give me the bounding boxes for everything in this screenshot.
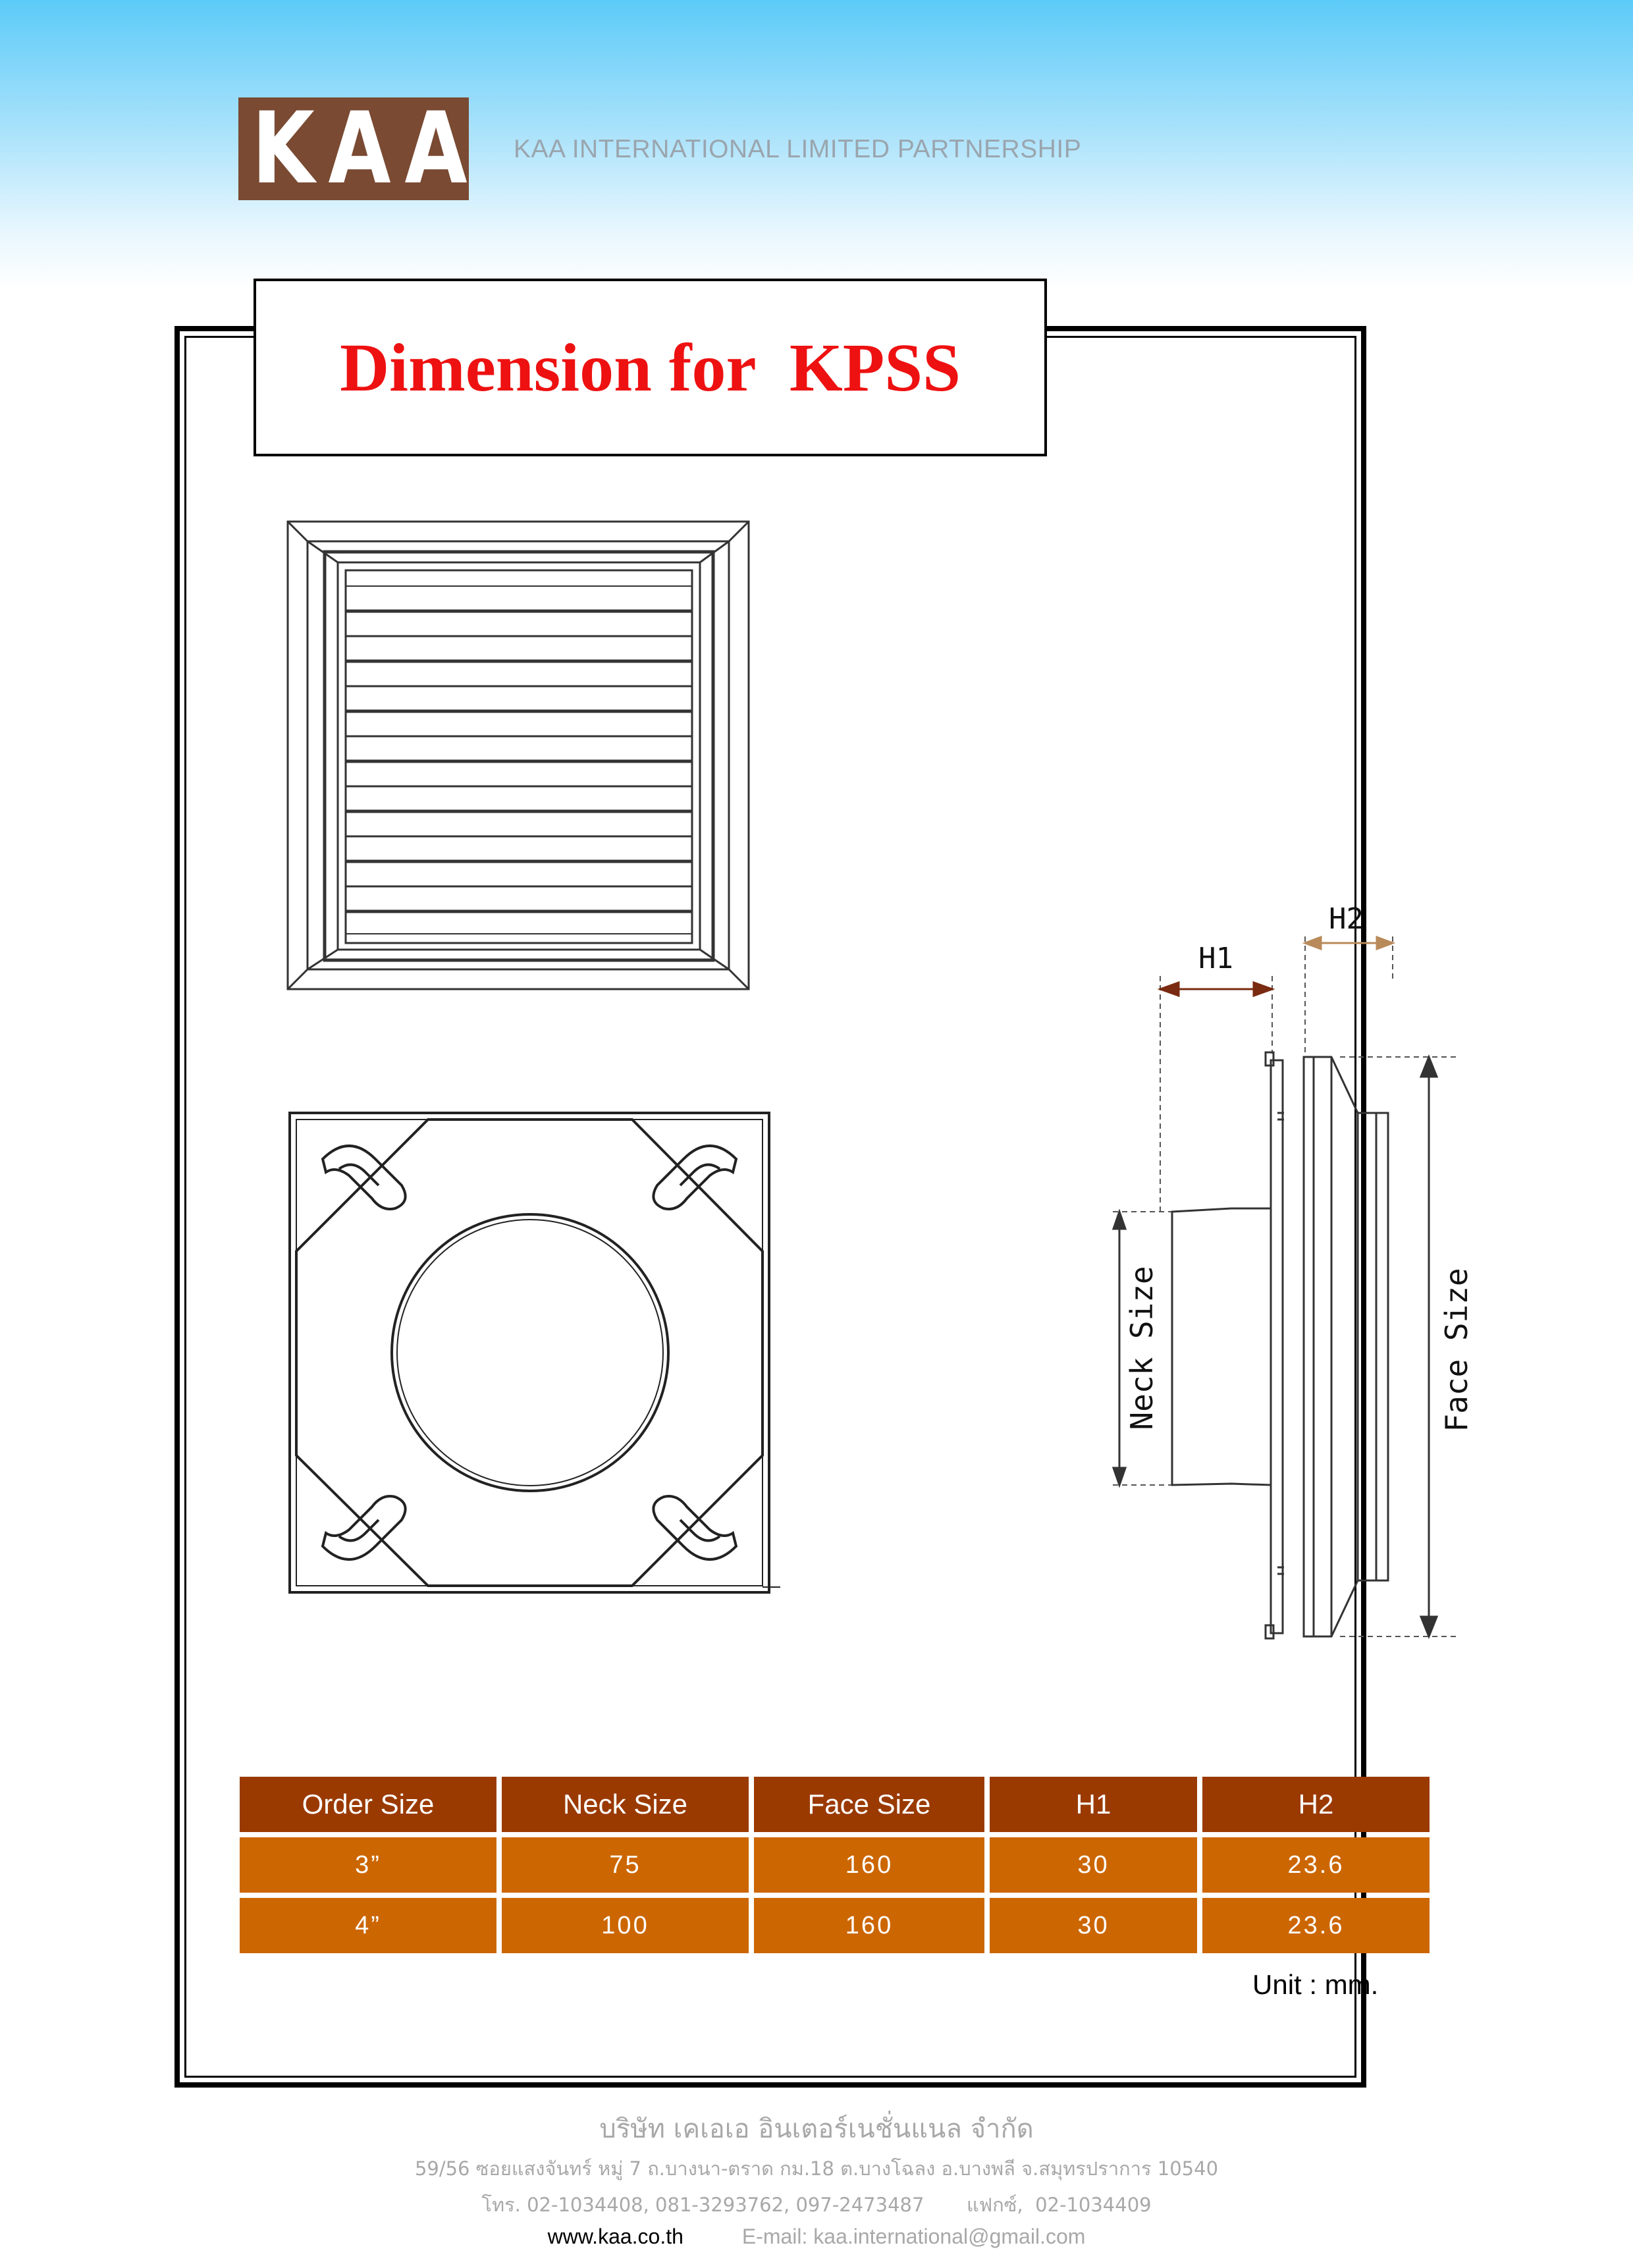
column-header: H2 [1202,1777,1430,1832]
table-cell: 30 [990,1837,1197,1893]
face-size-label: Face Size [1439,1268,1474,1432]
table-cell: 23.6 [1202,1837,1430,1893]
back-view-drawing [283,1106,784,1607]
footer-company-thai: บริษัท เคเอเอ อินเตอร์เนชั่นแนล จำกัด [599,2114,1034,2144]
h2-label: H2 [1329,902,1364,936]
table-cell: 100 [502,1898,749,1953]
table-cell: 30 [990,1898,1197,1953]
table-cell: 75 [502,1837,749,1893]
column-header: H1 [990,1777,1197,1832]
company-name: KAA INTERNATIONAL LIMITED PARTNERSHIP [514,135,1082,163]
logo-letter: A [404,92,468,206]
neck-size-label: Neck Size [1124,1266,1160,1430]
footer-address: 59/56 ซอยแสงจันทร์ หมู่ 7 ถ.บางนา-ตราด กม.18 ต.บางโฉลง อ.บางพลี จ.สมุทรปราการ 10540 [414,2157,1219,2180]
footer-phone: โทร. 02-1034408, 081-3293762, 097-2473487 แฟกซ์, 02-1034409 [481,2194,1152,2216]
front-view-drawing [280,514,761,1001]
h1-label: H1 [1198,942,1233,975]
column-header: Face Size [754,1777,984,1832]
email-link[interactable]: E-mail: kaa.international@gmail.com [741,2225,1086,2248]
kaa-logo [238,92,469,206]
unit-note: Unit : mm. [1252,1969,1379,2000]
column-header: Order Size [240,1777,496,1832]
website-link[interactable]: www.kaa.co.th [547,2225,683,2248]
logo-letter: K [252,92,315,206]
table-cell: 3” [240,1837,496,1893]
table-row [240,1898,1430,1953]
footer-web [0,2225,1633,2249]
logo-letter: A [328,92,391,206]
spec-table [234,1771,1435,1958]
table-cell: 160 [754,1837,984,1893]
table-row [240,1837,1430,1893]
title-box [254,279,1047,456]
page-title: Dimension for KPSS [340,329,961,406]
table-cell: 160 [754,1898,984,1953]
column-header: Neck Size [502,1777,749,1832]
table-cell: 4” [240,1898,496,1953]
table-cell: 23.6 [1202,1898,1430,1953]
table-header-row [240,1777,1430,1832]
